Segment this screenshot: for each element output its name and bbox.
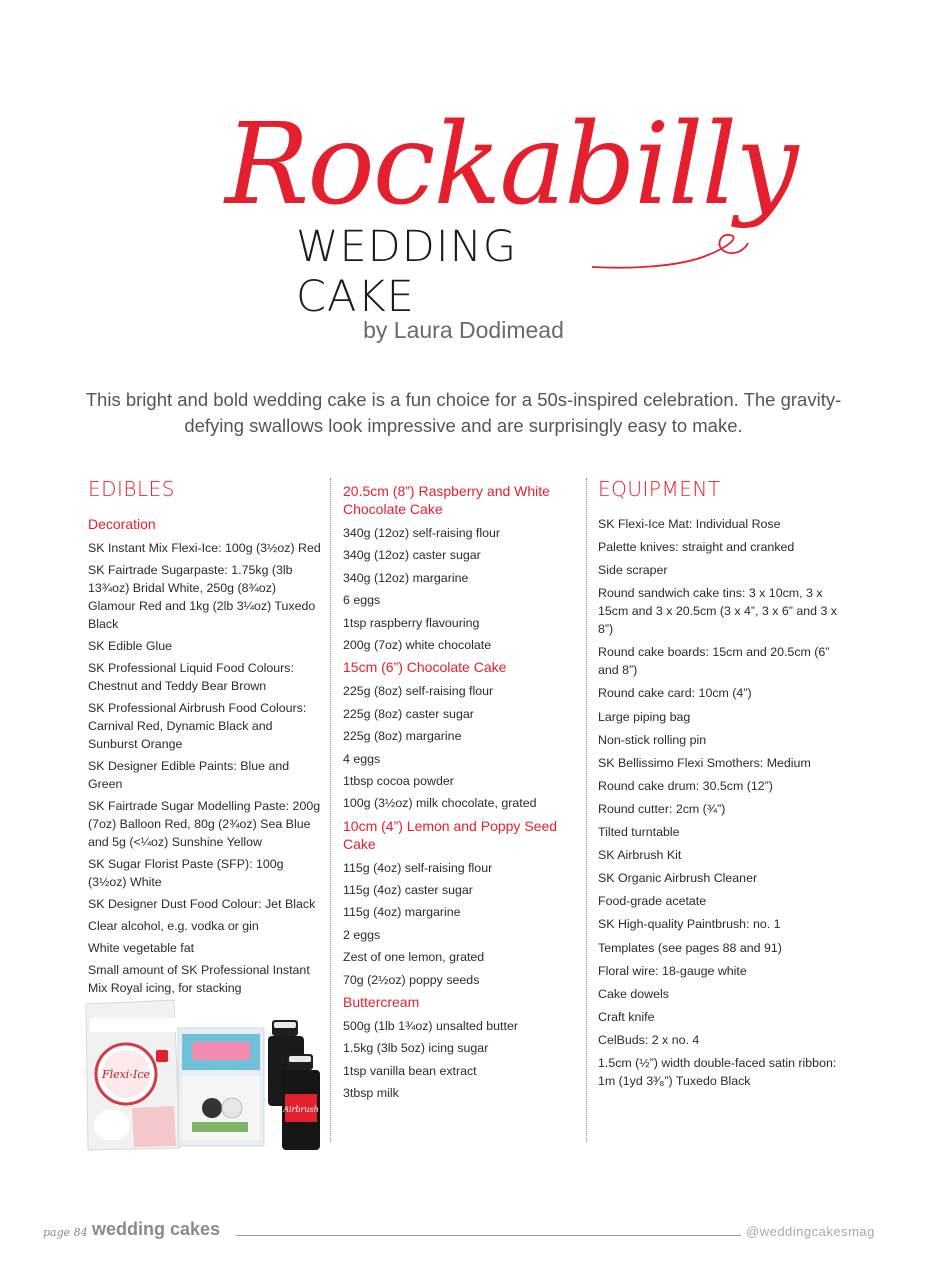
edible-item: SK Professional Airbrush Food Colours: Carnival Red, Dynamic Black and Sunburst Orange [88, 701, 307, 751]
social-handle: @weddingcakesmag [746, 1224, 875, 1239]
ingredient-item: 4 eggs [343, 751, 381, 766]
edible-item: SK Fairtrade Sugar Modelling Paste: 200g (7oz) Balloon Red, 80g (2¾oz) Sea Blue and 5g (<¼oz) Sunshine Yellow [88, 799, 321, 849]
equipment-item: SK Organic Airbrush Cleaner [598, 871, 758, 886]
equipment-heading: EQUIPMENT [598, 477, 721, 501]
title-script: Rockabilly [225, 100, 797, 230]
recipe-heading: 10cm (4”) Lemon and Poppy Seed Cake [343, 817, 558, 852]
column-divider-2 [586, 478, 587, 1142]
edibles-column [88, 476, 323, 1001]
recipe-heading: 15cm (6”) Chocolate Cake [343, 659, 507, 676]
edible-item: SK Sugar Florist Paste (SFP): 100g (3½oz) White [88, 857, 284, 889]
ingredient-item: 115g (4oz) self-raising flour [343, 860, 493, 875]
ingredient-item: 340g (12oz) self-raising flour [343, 526, 501, 540]
equipment-item: Round cutter: 2cm (¾”) [598, 801, 726, 816]
ingredient-item: 200g (7oz) white chocolate [343, 637, 492, 652]
equipment-item: Templates (see pages 88 and 91) [598, 940, 782, 955]
edible-item: White vegetable fat [88, 941, 195, 955]
recipe-heading: 20.5cm (8”) Raspberry and White Chocolate Cake [343, 483, 550, 517]
equipment-item: Round cake card: 10cm (4”) [598, 686, 752, 701]
equipment-column [598, 476, 843, 1095]
equipment-item: Craft knife [598, 1009, 655, 1024]
ingredient-item: 1tsp vanilla bean extract [343, 1063, 477, 1078]
equipment-item: Non-stick rolling pin [598, 732, 707, 747]
equipment-item: Food-grade acetate [598, 894, 707, 909]
equipment-item: Round sandwich cake tins: 3 x 10cm, 3 x 15cm and 3 x 20.5cm (3 x 4”, 3 x 6” and 3 x 8”) [598, 586, 837, 637]
ingredient-item: 115g (4oz) caster sugar [343, 883, 473, 898]
ingredient-item: 225g (8oz) self-raising flour [343, 684, 494, 699]
magazine-name: wedding cakes [92, 1219, 221, 1239]
equipment-item: Large piping bag [598, 709, 691, 724]
ingredient-item: 70g (2½oz) poppy seeds [343, 972, 480, 987]
ingredient-item: Zest of one lemon, grated [343, 950, 485, 965]
equipment-item: Round cake boards: 15cm and 20.5cm (6” and 8”) [598, 645, 830, 678]
page-number: page 84 [43, 1226, 88, 1239]
edible-item: SK Professional Liquid Food Colours: Chestnut and Teddy Bear Brown [88, 661, 294, 693]
edible-item: SK Designer Dust Food Colour: Jet Black [88, 897, 316, 911]
title-subtitle: WEDDING CAKE [296, 222, 518, 322]
ingredient-item: 340g (12oz) margarine [343, 570, 469, 585]
edibles-heading: EDIBLES [88, 477, 176, 501]
flexi-ice-label: Flexi-Ice [101, 1068, 151, 1081]
column-divider-1 [330, 478, 331, 1142]
edible-item: SK Edible Glue [88, 639, 173, 653]
ingredient-item: 340g (12oz) caster sugar [343, 548, 481, 563]
equipment-item: Round cake drum: 30.5cm (12”) [598, 778, 773, 793]
equipment-item: SK Bellissimo Flexi Smothers: Medium [598, 755, 811, 770]
ingredient-item: 2 eggs [343, 927, 381, 942]
decoration-subhead: Decoration [88, 516, 156, 532]
recipes-column [343, 476, 568, 1107]
edible-item: Small amount of SK Professional Instant Mix Royal icing, for stacking [88, 963, 310, 995]
edible-item: SK Instant Mix Flexi-Ice: 100g (3½oz) Red [88, 541, 321, 555]
product-photo [82, 998, 327, 1153]
ingredient-item: 100g (3½oz) milk chocolate, grated [343, 796, 537, 811]
edible-item: SK Fairtrade Sugarpaste: 1.75kg (3lb 13¾oz) Bridal White, 250g (8¾oz) Glamour Red and 1kg (2lb 3¼oz) Tuxedo Black [88, 563, 316, 631]
intro-text: This bright and bold wedding cake is a fun choice for a 50s-inspired celebration. The gravity-defying swallows look impressive and are surprisingly easy to make. [85, 389, 842, 436]
equipment-item: CelBuds: 2 x no. 4 [598, 1032, 700, 1047]
ingredient-item: 6 eggs [343, 593, 381, 608]
ingredient-item: 3tbsp milk [343, 1086, 399, 1101]
ingredient-item: 1.5kg (3lb 5oz) icing sugar [343, 1041, 489, 1056]
equipment-item: Palette knives: straight and cranked [598, 540, 795, 555]
ingredient-item: 1tbsp cocoa powder [343, 773, 454, 788]
airbrush-label: Airbrush [283, 1105, 319, 1114]
equipment-item: Side scraper [598, 563, 668, 578]
ingredient-item: 115g (4oz) margarine [343, 905, 461, 920]
ingredient-item: 225g (8oz) margarine [343, 729, 462, 744]
equipment-item: SK High-quality Paintbrush: no. 1 [598, 917, 781, 932]
equipment-list [598, 515, 843, 1090]
equipment-item: Floral wire: 18-gauge white [598, 963, 747, 978]
edible-item: SK Designer Edible Paints: Blue and Green [88, 759, 290, 791]
ingredient-item: 500g (1lb 1¾oz) unsalted butter [343, 1019, 518, 1034]
footer-rule [236, 1235, 741, 1236]
recipe-heading: Buttercream [343, 994, 420, 1011]
equipment-item: 1.5cm (½”) width double-faced satin ribbon: 1m (1yd 3³⁄₈”) Tuxedo Black [598, 1055, 837, 1088]
equipment-item: Cake dowels [598, 986, 669, 1001]
byline: by Laura Dodimead [363, 317, 564, 343]
equipment-item: SK Airbrush Kit [598, 848, 682, 863]
edible-item: Clear alcohol, e.g. vodka or gin [88, 919, 259, 933]
equipment-item: Tilted turntable [598, 825, 680, 840]
ingredient-item: 225g (8oz) caster sugar [343, 706, 474, 721]
ingredient-item: 1tsp raspberry flavouring [343, 615, 480, 630]
edibles-list [88, 539, 323, 997]
equipment-item: SK Flexi-Ice Mat: Individual Rose [598, 517, 781, 531]
